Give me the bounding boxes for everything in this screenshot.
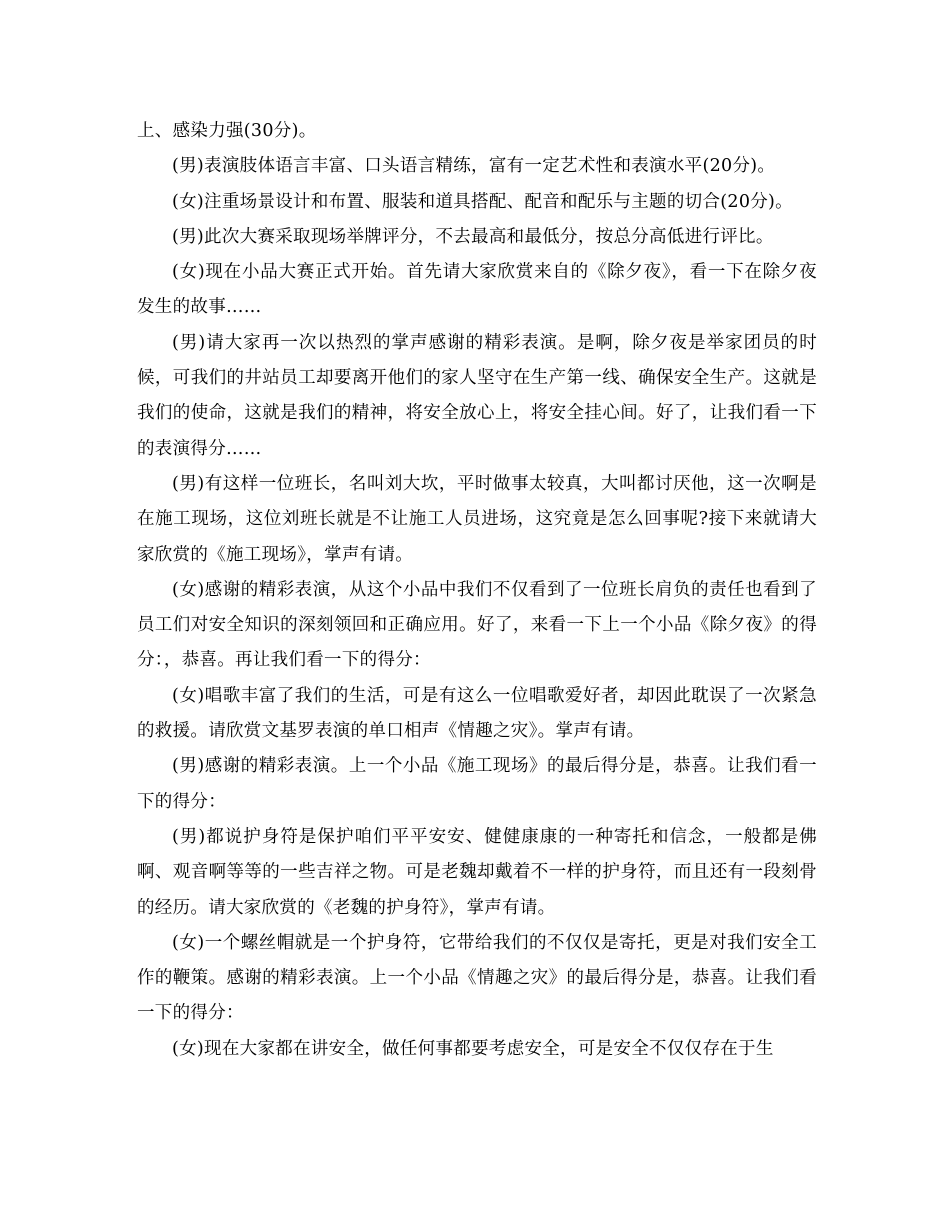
- paragraph: (女)一个螺丝帽就是一个护身符，它带给我们的不仅仅是寄托，更是对我们安全工作的鞭策。感谢的精彩表演。上一个小品《情趣之灾》的最后得分是，恭喜。让我们看一下的得分：: [137, 932, 817, 1024]
- paragraph-continuation: 上、感染力强(30分)。: [137, 121, 317, 141]
- paragraph: (男)感谢的精彩表演。上一个小品《施工现场》的最后得分是，恭喜。让我们看一下的得分：: [137, 756, 817, 812]
- paragraph: (男)都说护身符是保护咱们平平安安、健健康康的一种寄托和信念，一般都是佛啊、观音啊等等的一些吉祥之物。可是老魏却戴着不一样的护身符，而且还有一段刻骨的经历。请大家欣赏的《老魏的护身符》，掌声有请。: [137, 826, 817, 918]
- paragraph: (女)感谢的精彩表演，从这个小品中我们不仅看到了一位班长肩负的责任也看到了员工们对安全知识的深刻领回和正确应用。好了，来看一下上一个小品《除夕夜》的得分：，恭喜。再让我们看一下的得分：: [137, 579, 817, 671]
- paragraph: (男)此次大赛采取现场举牌评分，不去最高和最低分，按总分高低进行评比。: [172, 226, 774, 247]
- paragraph: (女)注重场景设计和布置、服装和道具搭配、配音和配乐与主题的切合(20分)。: [172, 191, 793, 212]
- paragraph: (男)有这样一位班长，名叫刘大坎，平时做事太较真，大叫都讨厌他，这一次啊是在施工现场，这位刘班长就是不让施工人员进场，这究竟是怎么回事呢?接下来就请大家欣赏的《施工现场》，掌声有请。: [137, 473, 817, 565]
- paragraph: (女)唱歌丰富了我们的生活，可是有这么一位唱歌爱好者，却因此耽误了一次紧急的救援。请欣赏文基罗表演的单口相声《情趣之灾》。掌声有请。: [137, 685, 817, 742]
- document-body: [137, 114, 817, 1067]
- paragraph: (男)请大家再一次以热烈的掌声感谢的精彩表演。是啊，除夕夜是举家团员的时候，可我们的井站员工却要离开他们的家人坚守在生产第一线、确保安全生产。这就是我们的使命，这就是我们的精神，将安全放心上，将安全挂心间。好了，让我们看一下的表演得分……: [137, 332, 817, 459]
- paragraph: (男)表演肢体语言丰富、口头语言精练，富有一定艺术性和表演水平(20分)。: [172, 156, 776, 177]
- paragraph-truncated: (女)现在大家都在讲安全，做任何事都要考虑安全，可是安全不仅仅存在于生: [172, 1038, 774, 1059]
- paragraph: (女)现在小品大赛正式开始。首先请大家欣赏来自的《除夕夜》，看一下在除夕夜发生的故事……: [137, 262, 817, 318]
